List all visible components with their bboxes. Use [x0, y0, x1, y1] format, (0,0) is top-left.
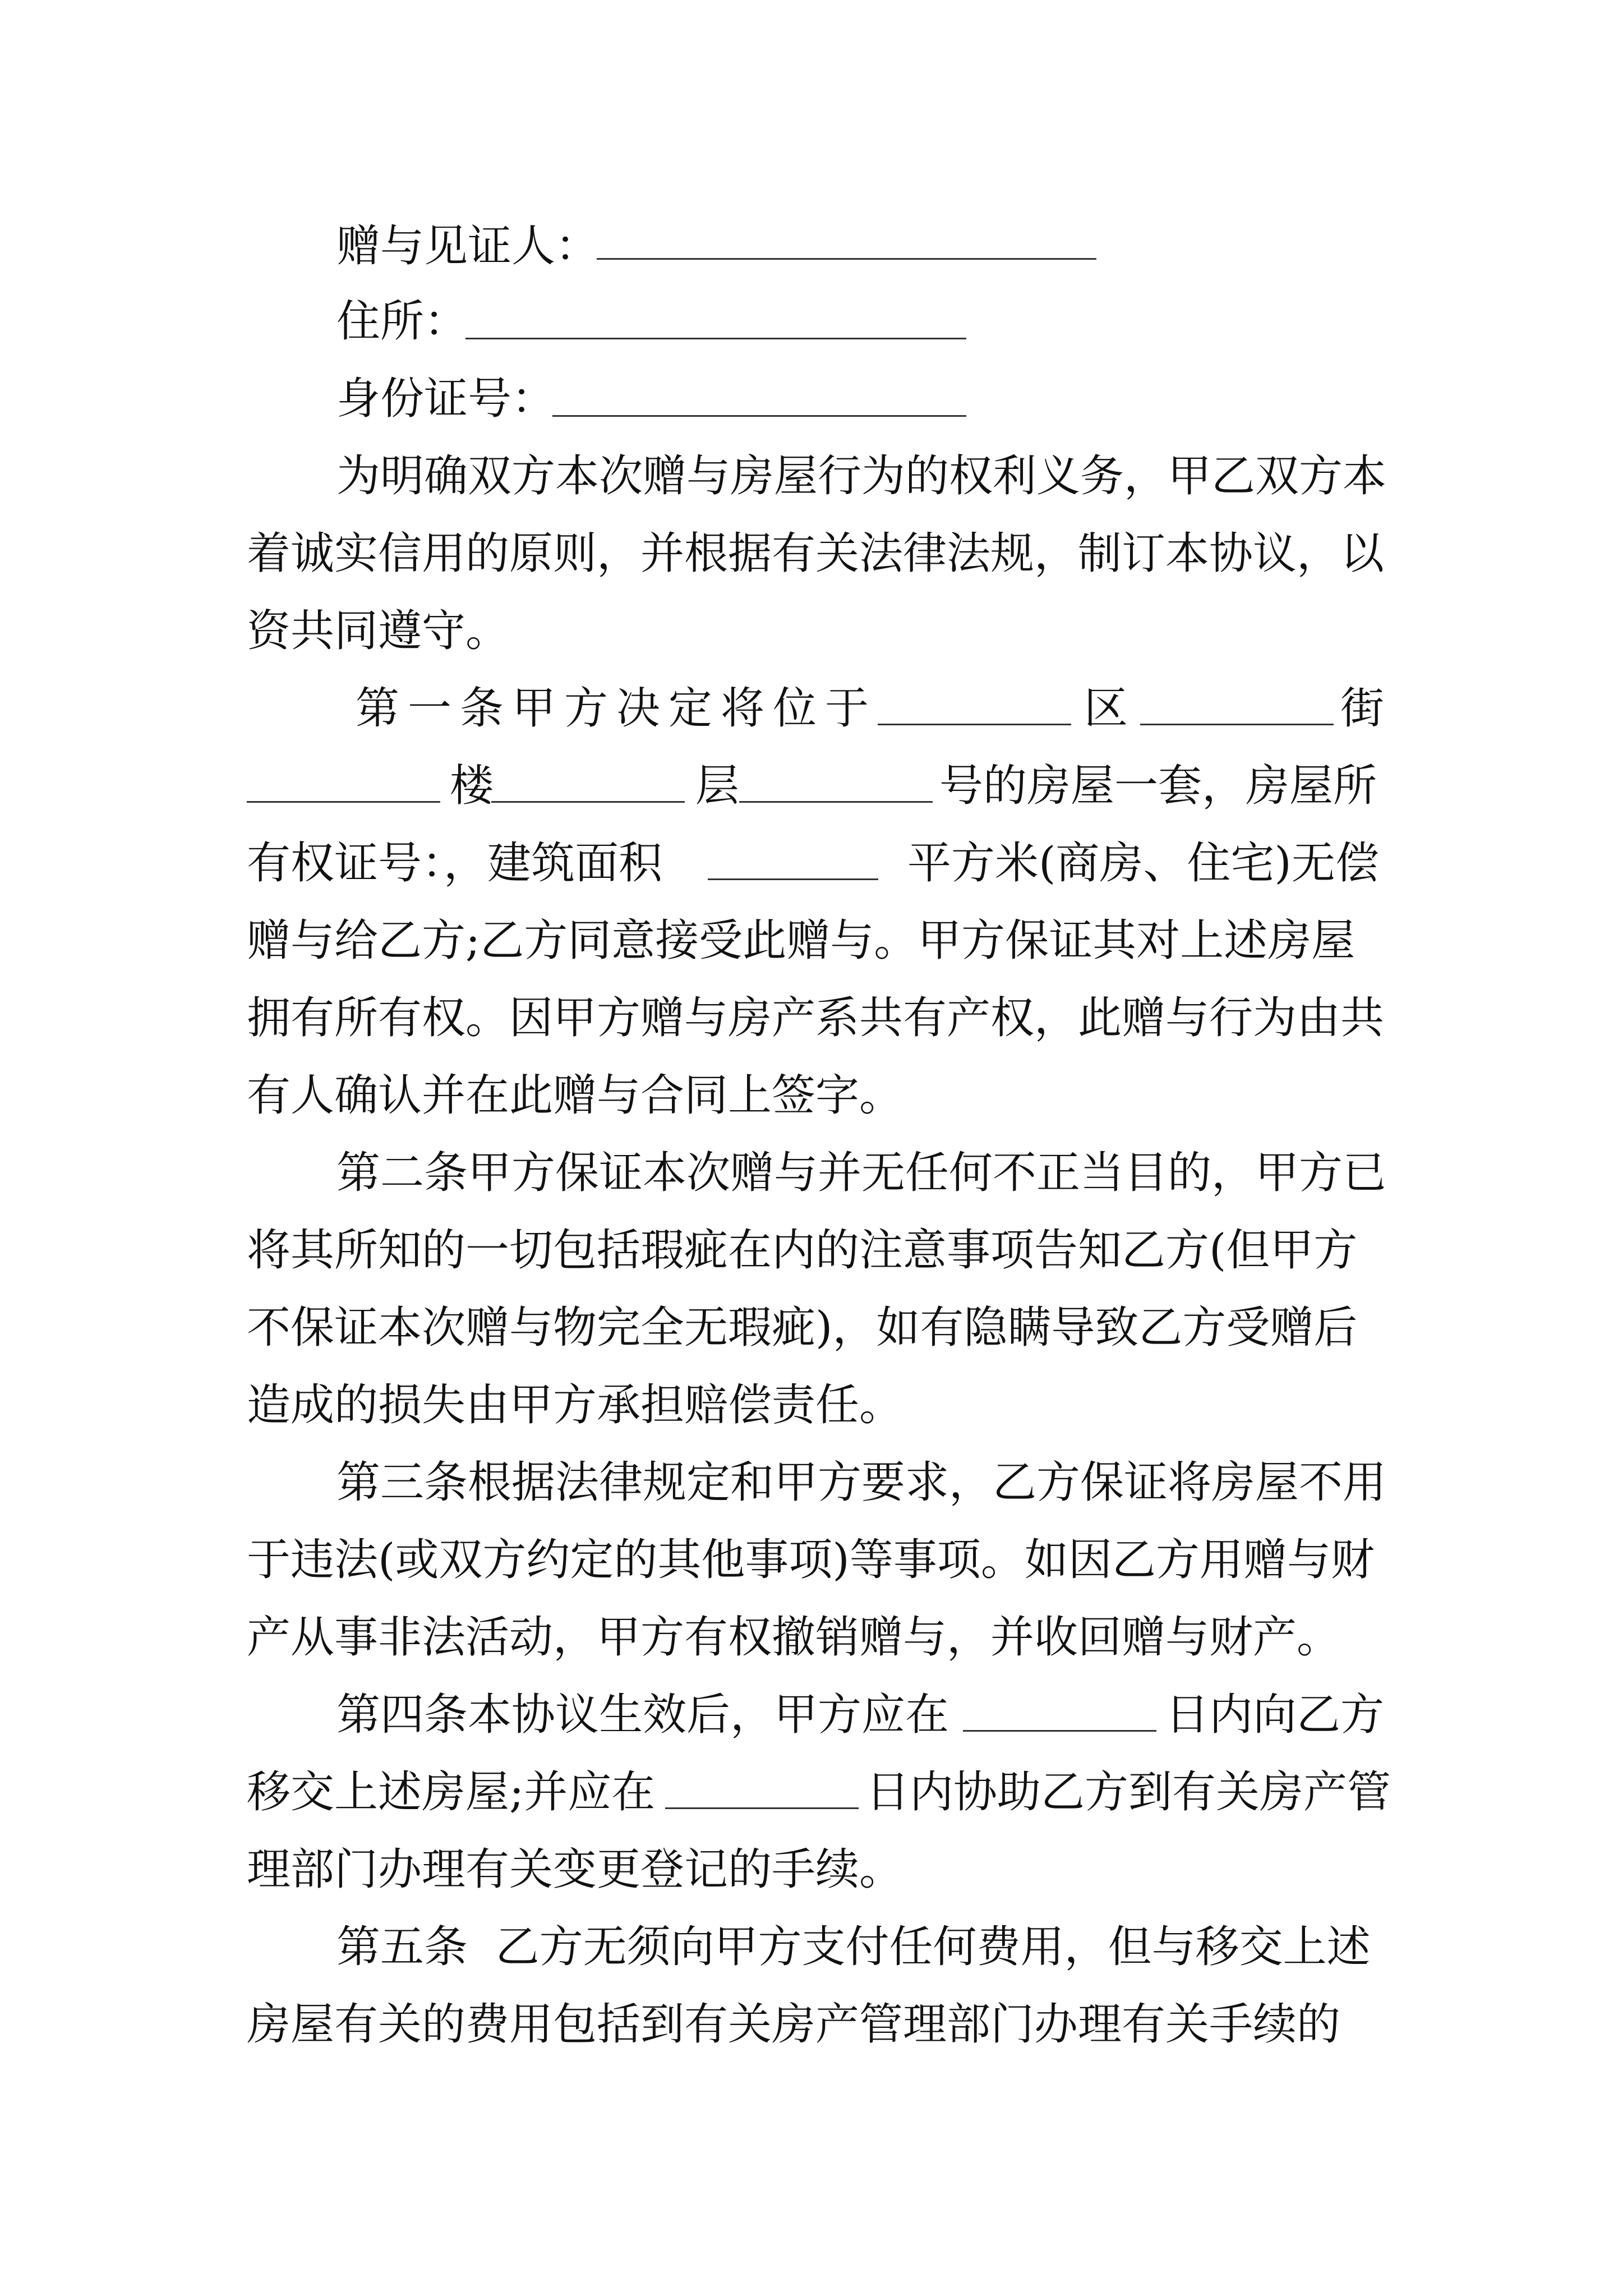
- article1-spaced-char: 于: [825, 683, 869, 734]
- article1-spaced-char: 甲: [512, 683, 556, 734]
- article1-spaced-char: 条: [460, 683, 504, 734]
- floor-word: 层: [695, 761, 740, 811]
- intro-line-2: 着诚实信用的原则，并根据有关法律法规，制订本协议，以: [247, 528, 1385, 579]
- article1-spaced-char: 决: [616, 683, 661, 734]
- witness-label: 赠与见证人：: [336, 221, 600, 272]
- article1-spaced-char: 一: [408, 683, 452, 734]
- article1-line-6: 有人确认并在此赠与合同上签字。: [247, 1070, 903, 1121]
- area-blank: [708, 878, 878, 880]
- article5-line-2: 房屋有关的费用包括到有关房产管理部门办理有关手续的: [247, 1999, 1341, 2050]
- article2-line-1: 第二条甲方保证本次赠与并无任何不正当目的，甲方已: [336, 1148, 1387, 1198]
- article1-line-2-tail: 号的房屋一套，房屋所: [939, 761, 1377, 811]
- article1-spaced-char: 方: [564, 683, 608, 734]
- street-word: 街: [1340, 683, 1385, 734]
- article4-line-1-head: 第四条本协议生效后，甲方应在: [336, 1690, 949, 1740]
- address-label: 住所：: [336, 296, 468, 347]
- location-blank: [878, 724, 1071, 725]
- article1-spaced-char: 第: [356, 683, 400, 734]
- article4-line-1-tail: 日内向乙方: [1165, 1690, 1385, 1740]
- article2-line-2: 将其所知的一切包括瑕疵在内的注意事项告知乙方(但甲方: [247, 1225, 1358, 1276]
- article5-line-1: 第五条 乙方无须向甲方支付任何费用，但与移交上述: [336, 1922, 1371, 1972]
- intro-line-3: 资共同遵守。: [247, 606, 510, 656]
- article3-line-3: 产从事非法活动，甲方有权撤销赠与，并收回赠与财产。: [247, 1612, 1341, 1663]
- article1-line-5: 拥有所有权。因甲方赠与房产系共有产权，此赠与行为由共: [247, 993, 1385, 1043]
- article1-line-4: 赠与给乙方;乙方同意接受此赠与。甲方保证其对上述房屋: [247, 915, 1355, 966]
- building-blank: [491, 801, 685, 803]
- id-number-label: 身份证号：: [336, 374, 556, 424]
- building-word: 楼: [450, 761, 494, 811]
- id-number-blank: [552, 415, 966, 417]
- article3-line-1: 第三条根据法律规定和甲方要求，乙方保证将房屋不用: [336, 1457, 1387, 1508]
- witness-blank: [597, 258, 1096, 260]
- article1-spaced-char: 定: [668, 683, 713, 734]
- article4-line-2-head: 移交上述房屋;并应在: [247, 1767, 656, 1818]
- floor-blank: [739, 801, 933, 803]
- address-blank: [465, 338, 966, 339]
- handover-days-blank: [963, 1730, 1156, 1732]
- article4-line-3: 理部门办理有关变更登记的手续。: [247, 1844, 903, 1895]
- article1-line-3-tail: 平方米(商房、住宅)无偿: [907, 838, 1379, 889]
- article2-line-3: 不保证本次赠与物完全无瑕疵)，如有隐瞒导致乙方受赠后: [247, 1303, 1358, 1353]
- article2-line-4: 造成的损失由甲方承担赔偿责任。: [247, 1380, 903, 1430]
- article1-spaced-char: 位: [773, 683, 817, 734]
- article4-line-2-tail: 日内协助乙方到有关房产管: [866, 1767, 1391, 1818]
- district-word: 区: [1084, 683, 1128, 734]
- district-blank: [1140, 724, 1334, 725]
- article3-line-2: 于违法(或双方约定的其他事项)等事项。如因乙方用赠与财: [247, 1535, 1375, 1585]
- article1-line-3-head: 有权证号：，建筑面积: [247, 838, 663, 889]
- registration-days-blank: [665, 1807, 859, 1809]
- intro-line-1: 为明确双方本次赠与房屋行为的权利义务，甲乙双方本: [336, 451, 1387, 501]
- article1-spaced-char: 将: [721, 683, 765, 734]
- street-blank: [247, 801, 440, 803]
